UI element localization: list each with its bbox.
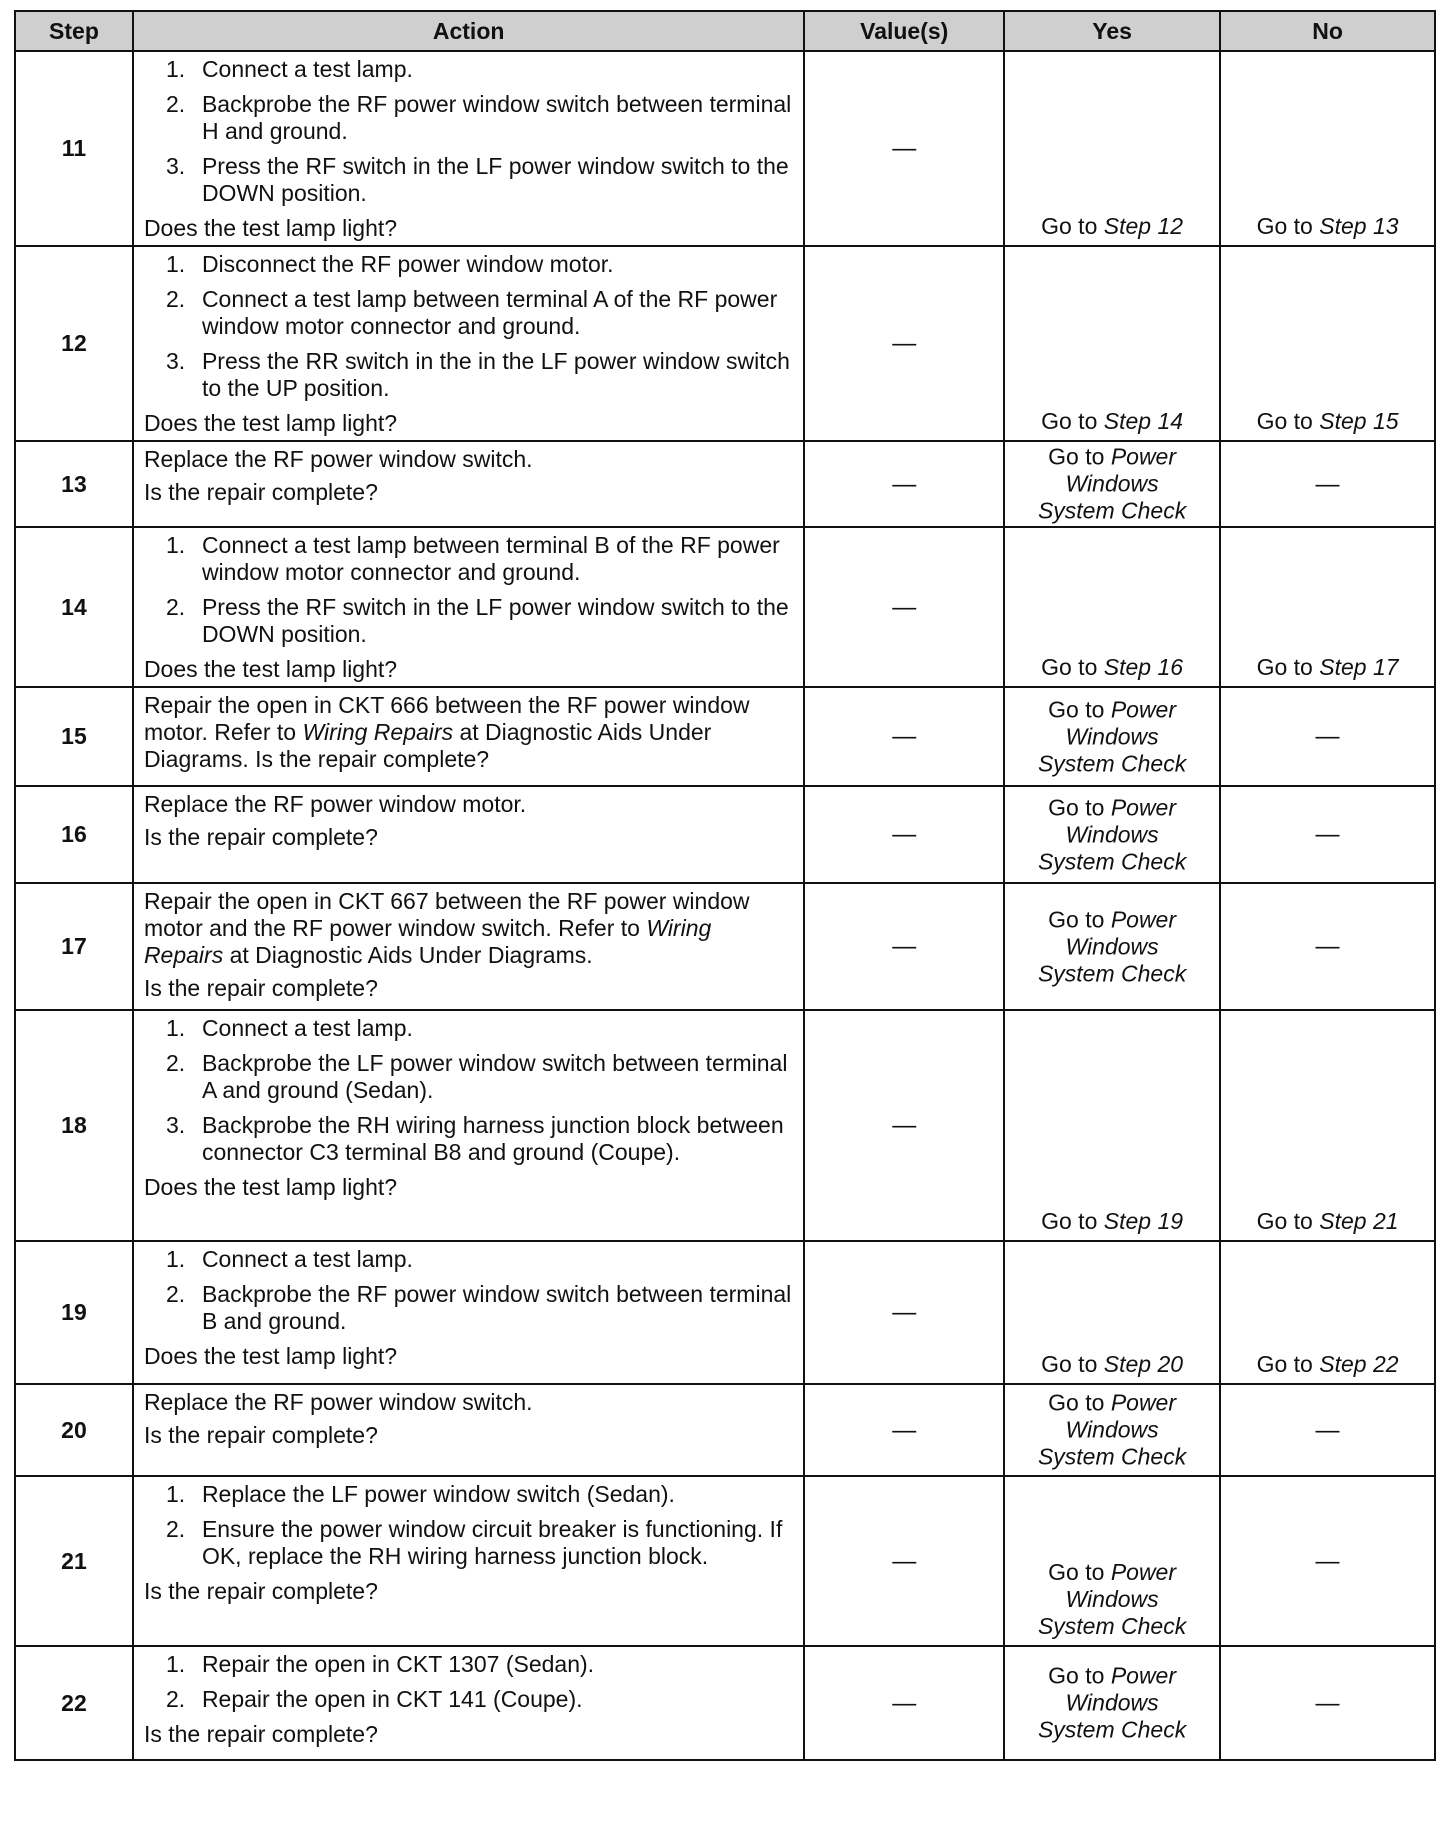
goto-prefix: Go to	[1256, 408, 1313, 434]
value-cell: —	[804, 441, 1004, 527]
yes-goto	[1005, 213, 1219, 240]
list-item: 3. Press the RF switch in the LF power window switch to the DOWN position.	[165, 153, 789, 206]
list-item: 2. Connect a test lamp between terminal A of the RF power window motor connector and ground.	[165, 286, 778, 339]
list-item-text: Press the RF switch in the LF power window switch to the DOWN position.	[201, 594, 789, 647]
table-row-step-14	[15, 527, 1435, 687]
yes-target: Step 19	[1103, 1208, 1184, 1234]
list-item-text: Backprobe the RH wiring harness junction block between connector C3 terminal B8 and ground (Coupe).	[201, 1112, 784, 1165]
yes-target-line: Power	[1110, 443, 1177, 470]
value-cell: —	[804, 246, 1004, 441]
action-cell	[133, 786, 804, 883]
yes-cell	[1004, 1476, 1220, 1646]
yes-target-line: System Check	[1037, 848, 1187, 874]
value-cell: —	[804, 1476, 1004, 1646]
list-item: 1. Replace the LF power window switch (Sedan).	[165, 1481, 675, 1507]
value-cell: —	[804, 786, 1004, 883]
no-cell: —	[1220, 441, 1435, 527]
yes-cell	[1004, 51, 1220, 246]
yes-target-line: Windows	[1065, 723, 1159, 749]
value-cell: —	[804, 51, 1004, 246]
no-goto	[1221, 1208, 1434, 1235]
list-item: 2. Backprobe the LF power window switch between terminal A and ground (Sedan).	[165, 1050, 788, 1103]
header-action: Action	[133, 11, 804, 51]
table-row-step-19	[15, 1241, 1435, 1384]
diagnostic-table	[14, 10, 1436, 1761]
action-list	[144, 56, 795, 207]
yes-target-line: Power	[1110, 794, 1177, 820]
question-text: Is the repair complete?	[143, 824, 378, 850]
no-goto	[1221, 654, 1434, 681]
no-target: Step 21	[1319, 1208, 1399, 1234]
action-list	[144, 532, 795, 648]
yes-target-line: Windows	[1065, 933, 1159, 959]
no-cell	[1220, 1241, 1435, 1384]
value-cell: —	[804, 883, 1004, 1010]
yes-goto	[1005, 906, 1219, 987]
yes-target-line: Power	[1110, 1559, 1177, 1585]
table-row-step-21	[15, 1476, 1435, 1646]
value-cell: —	[804, 1241, 1004, 1384]
header-values: Value(s)	[804, 11, 1004, 51]
yes-target-line: Power	[1110, 1389, 1177, 1416]
list-item-text: Disconnect the RF power window motor.	[201, 251, 614, 277]
list-item-text: Connect a test lamp between terminal B of the RF power window motor connector and ground.	[201, 532, 780, 585]
question-text: Does the test lamp light?	[143, 215, 398, 241]
no-cell: —	[1220, 1476, 1435, 1646]
list-item-text: Backprobe the LF power window switch between terminal A and ground (Sedan).	[201, 1050, 788, 1103]
table-row-step-16	[15, 786, 1435, 883]
yes-target: Step 16	[1103, 654, 1184, 680]
table-row-step-12	[15, 246, 1435, 441]
yes-cell	[1004, 883, 1220, 1010]
goto-prefix: Go to	[1048, 1662, 1105, 1689]
table-row-step-15	[15, 687, 1435, 786]
yes-target-line: Windows	[1065, 1416, 1159, 1443]
no-cell: —	[1220, 1384, 1435, 1476]
yes-target-line: Windows	[1065, 1689, 1159, 1716]
header-no: No	[1220, 11, 1435, 51]
yes-target-line: Power	[1110, 696, 1177, 722]
action-cell	[133, 883, 804, 1010]
yes-target-line: System Check	[1037, 750, 1187, 776]
action-cell	[133, 1384, 804, 1476]
action-text: Replace the RF power window switch.	[143, 446, 533, 472]
action-text-part: at Diagnostic Aids Under Diagrams.	[229, 942, 593, 968]
goto-prefix: Go to	[1041, 1351, 1098, 1377]
yes-target-line: System Check	[1037, 1613, 1187, 1639]
step-number: 16	[15, 786, 133, 883]
value-cell: —	[804, 1646, 1004, 1760]
step-number: 14	[15, 527, 133, 687]
yes-target-line: System Check	[1037, 1443, 1187, 1470]
list-item: 1. Connect a test lamp.	[165, 1246, 413, 1272]
question-text: Is the repair complete?	[143, 1578, 378, 1604]
header-yes: Yes	[1004, 11, 1220, 51]
yes-goto	[1005, 444, 1219, 525]
goto-prefix: Go to	[1048, 1559, 1105, 1585]
yes-target-line: Power	[1110, 906, 1177, 932]
step-number: 18	[15, 1010, 133, 1241]
no-cell	[1220, 527, 1435, 687]
step-number: 13	[15, 441, 133, 527]
yes-goto	[1005, 654, 1219, 681]
question-text: Does the test lamp light?	[143, 1174, 398, 1200]
no-target: Step 17	[1319, 654, 1399, 680]
yes-target-line: Windows	[1065, 821, 1159, 847]
yes-target-line: System Check	[1037, 960, 1187, 986]
step-number: 22	[15, 1646, 133, 1760]
yes-target: Step 12	[1103, 213, 1184, 239]
no-cell	[1220, 1010, 1435, 1241]
action-cell	[133, 687, 804, 786]
no-cell	[1220, 51, 1435, 246]
goto-prefix: Go to	[1256, 1208, 1313, 1234]
list-item: 2. Ensure the power window circuit breaker is functioning. If OK, replace the RH wiring harness junction block.	[165, 1516, 783, 1569]
list-item: 3. Backprobe the RH wiring harness junction block between connector C3 terminal B8 and ground (Coupe).	[165, 1112, 784, 1165]
action-cell	[133, 1010, 804, 1241]
no-cell: —	[1220, 883, 1435, 1010]
list-item: 2. Backprobe the RF power window switch between terminal B and ground.	[165, 1281, 792, 1334]
list-item-text: Backprobe the RF power window switch between terminal B and ground.	[201, 1281, 792, 1334]
list-item-text: Replace the LF power window switch (Sedan).	[201, 1481, 675, 1507]
step-number: 21	[15, 1476, 133, 1646]
yes-goto	[1005, 1208, 1219, 1235]
step-number: 15	[15, 687, 133, 786]
yes-target-line: Power	[1110, 1662, 1177, 1689]
list-item: 1. Repair the open in CKT 1307 (Sedan).	[165, 1651, 595, 1677]
list-item-text: Press the RF switch in the LF power window switch to the DOWN position.	[201, 153, 789, 206]
list-item: 2. Repair the open in CKT 141 (Coupe).	[165, 1686, 583, 1712]
goto-prefix: Go to	[1048, 443, 1105, 470]
no-goto	[1221, 1351, 1434, 1378]
value-cell: —	[804, 1010, 1004, 1241]
no-target: Step 13	[1319, 213, 1399, 239]
action-text: Replace the RF power window motor.	[143, 791, 527, 817]
action-text-part: Repair the open in CKT 667 between the RF power window motor and the RF power window switch. Refer to	[143, 888, 750, 941]
action-text: Replace the RF power window switch.	[143, 1389, 533, 1415]
yes-cell	[1004, 246, 1220, 441]
action-cell	[133, 246, 804, 441]
yes-target-line: System Check	[1037, 1716, 1187, 1743]
yes-goto	[1005, 1351, 1219, 1378]
value-cell: —	[804, 687, 1004, 786]
header-step: Step	[15, 11, 133, 51]
list-item-text: Ensure the power window circuit breaker is functioning. If OK, replace the RH wiring harness junction block.	[201, 1516, 783, 1569]
no-target: Step 22	[1319, 1351, 1399, 1377]
action-cell	[133, 1646, 804, 1760]
no-target: Step 15	[1319, 408, 1399, 434]
no-cell: —	[1220, 687, 1435, 786]
yes-target-line: Windows	[1065, 470, 1159, 497]
step-number: 19	[15, 1241, 133, 1384]
list-item: 3. Press the RR switch in the in the LF power window switch to the UP position.	[165, 348, 790, 401]
action-list	[144, 1015, 795, 1166]
action-list	[144, 1651, 795, 1713]
step-number: 20	[15, 1384, 133, 1476]
step-number: 11	[15, 51, 133, 246]
no-goto	[1221, 213, 1434, 240]
table-row-step-17	[15, 883, 1435, 1010]
action-text-part: at Diagnostic Aids Under Diagrams.	[143, 719, 712, 772]
yes-goto	[1005, 696, 1219, 777]
yes-cell	[1004, 527, 1220, 687]
yes-cell	[1004, 786, 1220, 883]
header-row	[15, 11, 1435, 51]
no-goto	[1221, 408, 1434, 435]
question-text: Is the repair complete?	[143, 1721, 378, 1747]
list-item: 1. Disconnect the RF power window motor.	[165, 251, 614, 277]
value-cell: —	[804, 527, 1004, 687]
list-item-text: Connect a test lamp.	[201, 1015, 413, 1041]
question-text: Is the repair complete?	[255, 746, 490, 772]
action-text	[144, 888, 795, 969]
no-cell: —	[1220, 1646, 1435, 1760]
yes-cell	[1004, 687, 1220, 786]
reference-link: Wiring Repairs	[143, 915, 712, 968]
list-item-text: Press the RR switch in the in the LF power window switch to the UP position.	[201, 348, 790, 401]
question-text: Is the repair complete?	[143, 479, 378, 505]
table-row-step-13	[15, 441, 1435, 527]
goto-prefix: Go to	[1256, 654, 1313, 680]
yes-cell	[1004, 1241, 1220, 1384]
goto-prefix: Go to	[1048, 696, 1105, 722]
goto-prefix: Go to	[1041, 213, 1098, 239]
goto-prefix: Go to	[1256, 1351, 1313, 1377]
table-row-step-18	[15, 1010, 1435, 1241]
diagnostic-table-page	[14, 10, 1436, 1761]
yes-target: Step 14	[1103, 408, 1184, 434]
yes-target: Step 20	[1103, 1351, 1184, 1377]
yes-goto	[1005, 1390, 1219, 1471]
action-cell	[133, 51, 804, 246]
yes-cell	[1004, 1646, 1220, 1760]
list-item: 2. Press the RF switch in the LF power window switch to the DOWN position.	[165, 594, 789, 647]
yes-target-line: System Check	[1037, 497, 1187, 524]
list-item-text: Connect a test lamp between terminal A of the RF power window motor connector and ground.	[201, 286, 778, 339]
action-list	[144, 1481, 795, 1570]
goto-prefix: Go to	[1041, 654, 1098, 680]
action-list	[144, 251, 795, 402]
action-list	[144, 1246, 795, 1335]
list-item: 2. Backprobe the RF power window switch between terminal H and ground.	[165, 91, 792, 144]
goto-prefix: Go to	[1048, 1389, 1105, 1416]
step-number: 17	[15, 883, 133, 1010]
action-text	[144, 692, 795, 773]
action-cell	[133, 1241, 804, 1384]
step-number: 12	[15, 246, 133, 441]
action-cell	[133, 527, 804, 687]
yes-target-line: Windows	[1065, 1586, 1159, 1612]
goto-prefix: Go to	[1041, 408, 1098, 434]
list-item-text: Connect a test lamp.	[201, 1246, 413, 1272]
yes-cell	[1004, 1010, 1220, 1241]
yes-goto	[1005, 1559, 1219, 1640]
list-item-text: Repair the open in CKT 1307 (Sedan).	[201, 1651, 595, 1677]
table-row-step-11	[15, 51, 1435, 246]
yes-goto	[1005, 794, 1219, 875]
question-text: Does the test lamp light?	[143, 1343, 398, 1369]
action-cell	[133, 1476, 804, 1646]
list-item: 1. Connect a test lamp.	[165, 1015, 413, 1041]
question-text: Is the repair complete?	[143, 1422, 378, 1448]
list-item-text: Repair the open in CKT 141 (Coupe).	[201, 1686, 583, 1712]
goto-prefix: Go to	[1041, 1208, 1098, 1234]
question-text: Does the test lamp light?	[143, 410, 398, 436]
yes-cell	[1004, 441, 1220, 527]
question-text: Does the test lamp light?	[143, 656, 398, 682]
yes-goto	[1005, 408, 1219, 435]
no-cell: —	[1220, 786, 1435, 883]
list-item-text: Connect a test lamp.	[201, 56, 413, 82]
yes-goto	[1005, 1663, 1219, 1744]
question-text: Is the repair complete?	[143, 975, 378, 1001]
yes-cell	[1004, 1384, 1220, 1476]
list-item: 1. Connect a test lamp between terminal B of the RF power window motor connector and ground.	[165, 532, 780, 585]
table-row-step-22	[15, 1646, 1435, 1760]
goto-prefix: Go to	[1048, 794, 1105, 820]
goto-prefix: Go to	[1048, 906, 1105, 932]
table-row-step-20	[15, 1384, 1435, 1476]
list-item-text: Backprobe the RF power window switch between terminal H and ground.	[201, 91, 792, 144]
no-cell	[1220, 246, 1435, 441]
reference-link: Wiring Repairs	[302, 719, 454, 745]
action-cell	[133, 441, 804, 527]
goto-prefix: Go to	[1256, 213, 1313, 239]
action-text-part: Repair the open in CKT 666 between the RF power window motor. Refer to	[143, 692, 750, 745]
list-item: 1. Connect a test lamp.	[165, 56, 413, 82]
value-cell: —	[804, 1384, 1004, 1476]
